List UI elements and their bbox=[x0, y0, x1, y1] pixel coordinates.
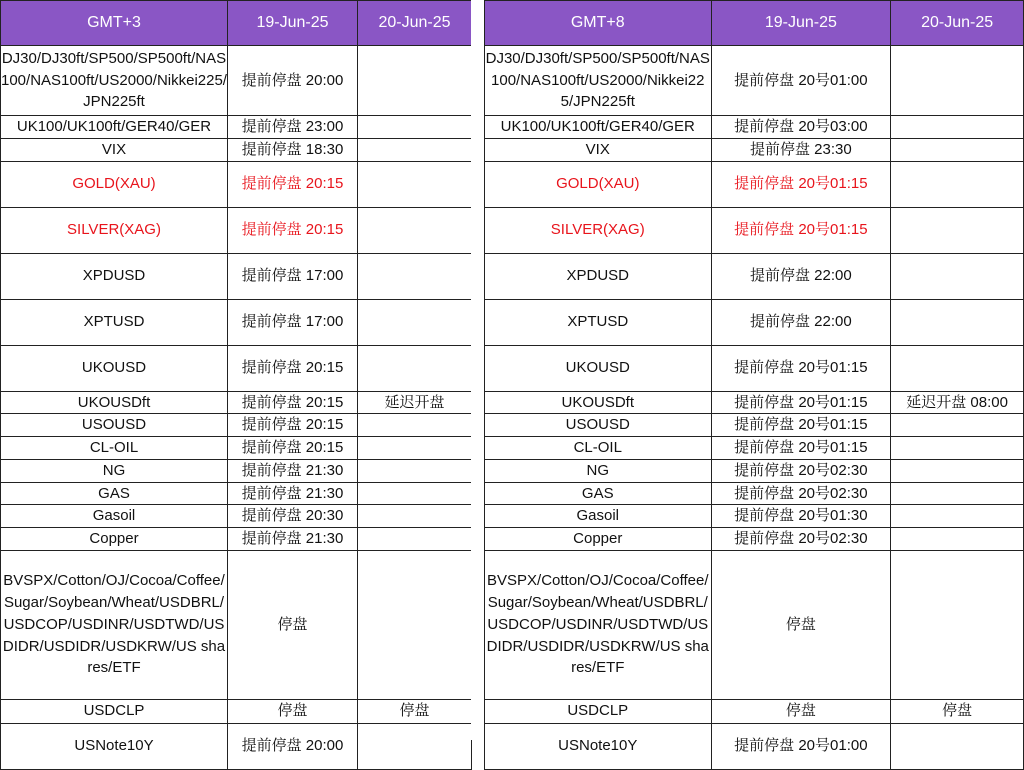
d19-cell: 提前停盘 20:00 bbox=[228, 46, 358, 116]
timezone-header: GMT+8 bbox=[485, 1, 712, 46]
d20-cell bbox=[891, 414, 1024, 437]
symbol-cell: USNote10Y bbox=[485, 723, 712, 769]
d20-cell bbox=[891, 345, 1024, 391]
symbol-cell: BVSPX/Cotton/OJ/Cocoa/Coffee/Sugar/Soybean/Wheat/USDBRL/USDCOP/USDINR/USDTWD/USDIDR/USDIDR/USDKRW/US shares/ETF bbox=[485, 550, 712, 699]
d19-cell: 提前停盘 20:15 bbox=[228, 437, 358, 460]
symbol-cell: USOUSD bbox=[485, 414, 712, 437]
d19-cell: 提前停盘 20号01:15 bbox=[711, 207, 891, 253]
table-divider bbox=[471, 0, 484, 740]
table-row bbox=[1, 437, 472, 460]
d20-cell bbox=[891, 528, 1024, 551]
date-header-20: 20-Jun-25 bbox=[358, 1, 472, 46]
d19-cell: 提前停盘 22:00 bbox=[711, 253, 891, 299]
table-row bbox=[1, 391, 472, 414]
table-row bbox=[1, 138, 472, 161]
table-row bbox=[485, 699, 1024, 723]
symbol-cell: XPDUSD bbox=[1, 253, 228, 299]
symbol-cell: UKOUSDft bbox=[485, 391, 712, 414]
table-row bbox=[485, 528, 1024, 551]
timezone-header: GMT+3 bbox=[1, 1, 228, 46]
d19-cell: 提前停盘 20号02:30 bbox=[711, 459, 891, 482]
symbol-cell: VIX bbox=[1, 138, 228, 161]
d20-cell bbox=[358, 414, 472, 437]
d19-cell: 提前停盘 20号01:15 bbox=[711, 345, 891, 391]
table-row bbox=[485, 299, 1024, 345]
d19-cell: 提前停盘 20号01:00 bbox=[711, 723, 891, 769]
symbol-cell: UKOUSDft bbox=[1, 391, 228, 414]
d20-cell bbox=[358, 459, 472, 482]
date-header-19: 19-Jun-25 bbox=[228, 1, 358, 46]
symbol-cell: UKOUSD bbox=[1, 345, 228, 391]
d19-cell: 提前停盘 20号03:00 bbox=[711, 116, 891, 139]
d19-cell: 提前停盘 20:30 bbox=[228, 505, 358, 528]
d19-cell: 提前停盘 20号01:15 bbox=[711, 391, 891, 414]
symbol-cell: NG bbox=[485, 459, 712, 482]
symbol-cell: GOLD(XAU) bbox=[485, 161, 712, 207]
table-row bbox=[485, 46, 1024, 116]
d20-cell: 停盘 bbox=[358, 699, 472, 723]
d19-cell: 停盘 bbox=[228, 550, 358, 699]
symbol-cell: Gasoil bbox=[485, 505, 712, 528]
d19-cell: 提前停盘 20:15 bbox=[228, 161, 358, 207]
table-row bbox=[485, 116, 1024, 139]
symbol-cell: CL-OIL bbox=[485, 437, 712, 460]
table-row bbox=[485, 550, 1024, 699]
symbol-cell: DJ30/DJ30ft/SP500/SP500ft/NAS100/NAS100ft/US2000/Nikkei225/JPN225ft bbox=[485, 46, 712, 116]
symbol-cell: Gasoil bbox=[1, 505, 228, 528]
date-header-20: 20-Jun-25 bbox=[891, 1, 1024, 46]
symbol-cell: Copper bbox=[1, 528, 228, 551]
table-row bbox=[485, 414, 1024, 437]
d20-cell bbox=[891, 723, 1024, 769]
d19-cell: 停盘 bbox=[228, 699, 358, 723]
d19-cell: 提前停盘 17:00 bbox=[228, 253, 358, 299]
table-row bbox=[485, 482, 1024, 505]
d19-cell: 提前停盘 20号01:00 bbox=[711, 46, 891, 116]
date-header-19: 19-Jun-25 bbox=[711, 1, 891, 46]
d20-cell bbox=[358, 207, 472, 253]
symbol-cell: XPTUSD bbox=[1, 299, 228, 345]
d19-cell: 提前停盘 20号01:30 bbox=[711, 505, 891, 528]
table-row bbox=[485, 437, 1024, 460]
d19-cell: 提前停盘 20:00 bbox=[228, 723, 358, 769]
d19-cell: 提前停盘 20:15 bbox=[228, 345, 358, 391]
d20-cell bbox=[891, 253, 1024, 299]
table-row bbox=[1, 207, 472, 253]
d20-cell bbox=[358, 437, 472, 460]
gmt3-schedule-table bbox=[0, 0, 472, 770]
d19-cell: 提前停盘 20号02:30 bbox=[711, 482, 891, 505]
d20-cell bbox=[358, 161, 472, 207]
d20-cell bbox=[891, 138, 1024, 161]
symbol-cell: UKOUSD bbox=[485, 345, 712, 391]
symbol-cell: VIX bbox=[485, 138, 712, 161]
d19-cell: 提前停盘 18:30 bbox=[228, 138, 358, 161]
table-row bbox=[485, 345, 1024, 391]
table-row bbox=[485, 459, 1024, 482]
table-row bbox=[485, 391, 1024, 414]
symbol-cell: GAS bbox=[1, 482, 228, 505]
d20-cell: 停盘 bbox=[891, 699, 1024, 723]
symbol-cell: GAS bbox=[485, 482, 712, 505]
table-row bbox=[1, 253, 472, 299]
symbol-cell: DJ30/DJ30ft/SP500/SP500ft/NAS100/NAS100ft/US2000/Nikkei225/JPN225ft bbox=[1, 46, 228, 116]
d19-cell: 提前停盘 21:30 bbox=[228, 482, 358, 505]
table-row bbox=[1, 482, 472, 505]
table-row bbox=[1, 699, 472, 723]
d20-cell bbox=[358, 46, 472, 116]
symbol-cell: USNote10Y bbox=[1, 723, 228, 769]
d19-cell: 提前停盘 20:15 bbox=[228, 414, 358, 437]
table-row bbox=[1, 459, 472, 482]
d20-cell bbox=[358, 723, 472, 769]
d20-cell bbox=[358, 253, 472, 299]
d20-cell bbox=[891, 116, 1024, 139]
table-row bbox=[1, 116, 472, 139]
d20-cell bbox=[891, 46, 1024, 116]
d19-cell: 停盘 bbox=[711, 550, 891, 699]
d20-cell bbox=[358, 528, 472, 551]
d19-cell: 提前停盘 20号01:15 bbox=[711, 161, 891, 207]
d20-cell bbox=[891, 437, 1024, 460]
symbol-cell: BVSPX/Cotton/OJ/Cocoa/Coffee/Sugar/Soybean/Wheat/USDBRL/USDCOP/USDINR/USDTWD/USDIDR/USDIDR/USDKRW/US shares/ETF bbox=[1, 550, 228, 699]
table-row bbox=[485, 253, 1024, 299]
table-row bbox=[485, 207, 1024, 253]
symbol-cell: CL-OIL bbox=[1, 437, 228, 460]
table-row bbox=[1, 161, 472, 207]
table-header-row bbox=[1, 1, 472, 46]
table-row bbox=[485, 723, 1024, 769]
table-row bbox=[1, 528, 472, 551]
d20-cell bbox=[358, 505, 472, 528]
d19-cell: 提前停盘 21:30 bbox=[228, 459, 358, 482]
symbol-cell: UK100/UK100ft/GER40/GER bbox=[1, 116, 228, 139]
d20-cell bbox=[358, 116, 472, 139]
symbol-cell: USDCLP bbox=[485, 699, 712, 723]
symbol-cell: SILVER(XAG) bbox=[1, 207, 228, 253]
d19-cell: 提前停盘 23:30 bbox=[711, 138, 891, 161]
d19-cell: 提前停盘 21:30 bbox=[228, 528, 358, 551]
symbol-cell: USOUSD bbox=[1, 414, 228, 437]
table-row bbox=[1, 550, 472, 699]
d19-cell: 提前停盘 20:15 bbox=[228, 207, 358, 253]
d20-cell bbox=[891, 207, 1024, 253]
table-row bbox=[1, 345, 472, 391]
d19-cell: 提前停盘 20:15 bbox=[228, 391, 358, 414]
d19-cell: 提前停盘 23:00 bbox=[228, 116, 358, 139]
d20-cell bbox=[891, 299, 1024, 345]
symbol-cell: USDCLP bbox=[1, 699, 228, 723]
d20-cell bbox=[891, 550, 1024, 699]
d19-cell: 提前停盘 17:00 bbox=[228, 299, 358, 345]
table-row bbox=[1, 299, 472, 345]
d20-cell bbox=[358, 299, 472, 345]
symbol-cell: GOLD(XAU) bbox=[1, 161, 228, 207]
d20-cell: 延迟开盘 bbox=[358, 391, 472, 414]
d20-cell bbox=[358, 550, 472, 699]
symbol-cell: Copper bbox=[485, 528, 712, 551]
table-row bbox=[485, 505, 1024, 528]
d19-cell: 提前停盘 20号02:30 bbox=[711, 528, 891, 551]
symbol-cell: XPTUSD bbox=[485, 299, 712, 345]
table-row bbox=[485, 161, 1024, 207]
d20-cell: 延迟开盘 08:00 bbox=[891, 391, 1024, 414]
symbol-cell: XPDUSD bbox=[485, 253, 712, 299]
gmt8-schedule-table bbox=[484, 0, 1024, 770]
d20-cell bbox=[358, 482, 472, 505]
d19-cell: 提前停盘 20号01:15 bbox=[711, 437, 891, 460]
table-row bbox=[1, 414, 472, 437]
d19-cell: 停盘 bbox=[711, 699, 891, 723]
d20-cell bbox=[891, 505, 1024, 528]
table-header-row bbox=[485, 1, 1024, 46]
table-row bbox=[1, 46, 472, 116]
table-row bbox=[1, 505, 472, 528]
symbol-cell: NG bbox=[1, 459, 228, 482]
d19-cell: 提前停盘 22:00 bbox=[711, 299, 891, 345]
symbol-cell: UK100/UK100ft/GER40/GER bbox=[485, 116, 712, 139]
d20-cell bbox=[358, 138, 472, 161]
d20-cell bbox=[891, 161, 1024, 207]
d20-cell bbox=[891, 459, 1024, 482]
symbol-cell: SILVER(XAG) bbox=[485, 207, 712, 253]
d19-cell: 提前停盘 20号01:15 bbox=[711, 414, 891, 437]
table-row bbox=[485, 138, 1024, 161]
d20-cell bbox=[891, 482, 1024, 505]
table-row bbox=[1, 723, 472, 769]
d20-cell bbox=[358, 345, 472, 391]
